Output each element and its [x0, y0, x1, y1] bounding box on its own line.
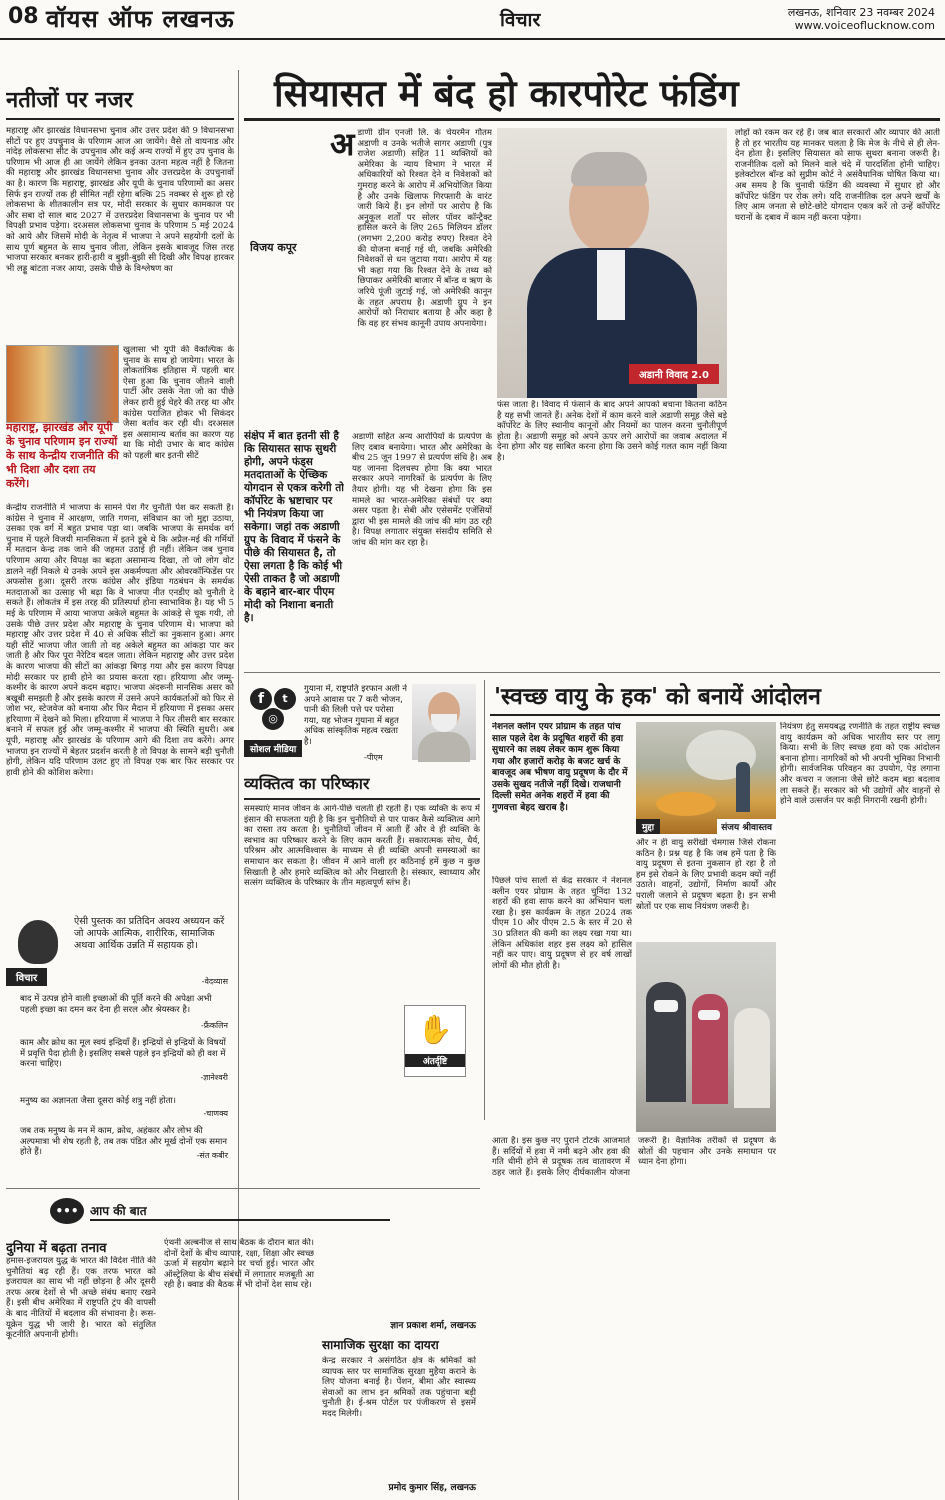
instagram-icon: ◎	[262, 708, 284, 730]
masthead: वॉयस ऑफ लखनऊ	[46, 5, 235, 33]
personality-text: समस्याएं मानव जीवन के आगे-पीछे चलती ही रहती हैं। एक व्यक्ति के रूप में इंसान की सफलता यही है कि इन चुनौतियों से पार पाकर कैसे व्यक्तित्व आगे का रास्ता तय करता है। चुनौतियों जीवन में आती हैं और वे ही व्यक्ति के स्वभाव का परिष्कार करने के लिए काम करती हैं। सकारात्मक सोच, धैर्य, परिश्रम और आत्मविश्वास के माध्यम से ही व्यक्ति अपनी समस्याओं का समाधान कर सकता है। जीवन में आने वाली हर कठिनाई हमें कुछ न कुछ सिखाती है और हमारे व्यक्तित्व को और निखारती है। संस्कार, स्वाध्याय और सत्संग व्यक्तित्व के परिष्कार के तीन महत्वपूर्ण स्तंभ हैं।	[244, 804, 480, 889]
issue-label: मुद्दा	[636, 819, 660, 834]
air-intro-text: नेशनल क्लीन एयर प्रोग्राम के तहत पांच साल पहले देश के प्रदूषित शहरों की हवा सुधारने का लक्ष्य लेकर काम शुरू किया गया और हजारों करोड़ के बजट खर्च के बावजूद अब भीषण वायु प्रदूषण के दौर में उसके सुखद नतीजे नहीं दिखे। राजधानी दिल्ली समेत अनेक शहरों में हवा की गुणवत्ता बेहद खराब है।	[492, 722, 628, 813]
air-col-c	[780, 722, 940, 1102]
social-quote: गुयाना में, राष्ट्रपति इरफान अली ने अपने आवास पर 7 करी भोजन, पानी की लिली पत्ते पर परोसा गया, यह भोजन गुयाना में बहुत अधिक सांस्कृतिक महत्व रखता है।	[304, 684, 407, 747]
thought-quote-5: जब तक मनुष्य के मन में काम, क्रोध, अहंकार और लोभ की अल्पमात्रा भी शेष रहती है, तब तक पंडित और मूर्ख दोनों एक समान होते हैं।	[20, 1126, 228, 1157]
fire-flame	[656, 792, 716, 816]
mask-2	[698, 1010, 720, 1020]
aap-ki-baat-section	[6, 1194, 480, 1494]
air-col-d-text: आता है। इस कुछ नए पुराने टोटके आजमाते हैं। सर्दियों में हवा में नमी बढ़ने और हवा की गति धीमी होने से प्रदूषक तत्व वातावरण में ठहर जाते हैं। इसके लिए दीर्घकालीन योजना जरूरी है। वैज्ञानिक तरीकों से प्रदूषण के स्रोतों की पहचान और उनके समाधान पर ध्यान देना होगा।	[492, 1136, 776, 1178]
page-header	[0, 0, 945, 40]
letter-1-text: हमास-इजरायल युद्ध के भारत की विदेश नीति की चुनौतियां बढ़ रही हैं। एक तरफ भारत को इजरायल का साथ भी नहीं छोड़ना है और दूसरी तरफ अरब देशों से भी अच्छे संबंध बनाए रखने हैं। इसी बीच अमेरिका में राष्ट्रपति ट्रंप की वापसी के बाद नीतियों में बदलाव की संभावना है। रूस-यूक्रेन युद्ध भी जारी है। भारत को संतुलित कूटनीति अपनानी होगी।	[6, 1256, 156, 1341]
pm-beard	[431, 714, 457, 732]
adani-photo	[497, 128, 727, 398]
personality-article	[244, 770, 480, 1120]
article-col-4	[735, 128, 940, 658]
thought-quote-2: बाद में उत्पन्न होने वाली इच्छाओं की पूर्ति करने की अपेक्षा अभी पहली इच्छा का दमन कर देना ही सरल और श्रेयस्कर है।	[20, 994, 212, 1015]
personality-title: व्यक्तित्व का परिष्कार	[244, 770, 480, 800]
editorial-para-3: केन्द्रीय राजनीति में भाजपा के सामने पेश गैर चुनौती पेश कर सकती है। कांग्रेस ने चुनाव में आरक्षण, जाति गणना, संविधान का जो मुद्दा उठाया, उसका एक वर्ग में बहुत प्रभाव पड़ा था। जबकि भाजपा के समर्थक वर्ग चुनाव में पहले विजयी मानसिकता में इतने डूबे थे कि अप्रैल-मई की गर्मियों में मतदान केन्द्र तक जाने की जहमत उठाई ही नहीं। लेकिन जब चुनाव परिणाम आया और विपक्ष का बढ़ता असामान्य दिखा, तो जो लोग वोट डालने नहीं निकले थे उनके अपने इस अकर्मण्यता और ओवरकॉन्फिडेंस पर अफसोस हुआ। दूसरी तरफ कांग्रेस और इंडिया गठबंधन के समर्थक मतदाताओं का उत्साह भी बढ़ा कि वे भाजपा नीत एनडीए को चुनौती दे सकते हैं। लोकतंत्र में इस तरह की प्रतिस्पर्धा होना स्वाभाविक है। यह भी 5 मई के परिणाम में आया भाजपा अकेले बहुमत के आंकड़े से चूक गयी, तो उसके पीछे उत्तर प्रदेश और महाराष्ट्र के चुनाव परिणाम थे। भाजपा को महाराष्ट्र और उत्तर प्रदेश में 40 से अधिक सीटों का नुकसान हुआ। अगर यही सीटें भाजपा जीत जाती तो वह अकेले बहुमत का आंकड़ा पार कर जाती है और फिर पूरा नैरेटिव बदल जाता। लेकिन महाराष्ट्र और उत्तर प्रदेश के कारण भाजपा की सीटों का आंकड़ा बिगड़ गया और इस कारण विपक्ष मोदी सरकार पर हावी होने का प्रयास करता रहा। हरियाणा और जम्मू-कश्मीर के कारण अपने कदम बढ़ाए। भाजपा अंदरूनी मानसिक असर को बखूबी समझती है और इसके कारण में उसने अपने कार्यकर्ताओं को फिर से जोश भर, स्टेजवेज को बनाया और फिर मैदान में हरियाणा में इसका असर हरियाणा में देखने को मिला। हरियाणा में भाजपा ने फिर तीसरी बार सरकार बनाने में सफल हुई और जम्मू-कश्मीर में भाजपा की स्थिति सुधरी। अब यूपी, महाराष्ट्र और झारखंड के परिणाम आगे की दिशा तय करेंगे। अगर भाजपा इन राज्यों में बेहतर प्रदर्शन करती है तो विपक्ष के सामने बड़ी चुनौती होगी, लेकिन यदि परिणाम उलट हुए तो विपक्ष एक बार फिर सरकार पर हावी होने की कोशिश करेगा।	[6, 503, 234, 778]
air-col-c-continued	[780, 1106, 940, 1500]
article-col-2-text: अडाणी सहित अन्य आरोपियों के प्रत्यर्पण के लिए दबाव बनायेगा। भारत और अमेरिका के बीच 25 जून 1997 से प्रत्यर्पण संधि है। अब यह जानना दिलचस्प होगा कि क्या भारत सरकार अपने नागरिकों के प्रत्यर्पण के लिए तैयार होगी। यह भी देखना होगा कि इस मामले का भारत-अमेरिका संबंधों पर क्या असर पड़ता है। सेबी और एसेसमेंट एजेंसियों द्वारा भी इस मामले की जांच की मांग उठ रही है। विपक्ष लगातार संयुक्त संसदीय समिति से जांच की मांग कर रहा है।	[352, 432, 492, 548]
letter-1-continued: एंथनी अल्बनीज से साथ बैठक के दौरान बात की। दोनों देशों के बीच व्यापार, रक्षा, शिक्षा और स्वच्छ ऊर्जा में सहयोग बढ़ाने पर चर्चा हुई। भारत और ऑस्ट्रेलिया के बीच संबंधों में लगातार मजबूती आ रही है। क्वाड की बैठक में भी दोनों देश साथ रहे।	[164, 1238, 314, 1291]
thought-author-3: -ज्ञानेश्वरी	[200, 1073, 228, 1082]
aap-ki-baat-label: आप की बात	[90, 1202, 390, 1221]
section-title: विचार	[500, 9, 541, 31]
adani-tag: अडानी विवाद 2.0	[629, 364, 719, 384]
letter-1-title: दुनिया में बढ़ता तनाव	[6, 1241, 107, 1256]
leaders-photo	[6, 345, 119, 423]
letter-2-signature: प्रमोद कुमार सिंह, लखनऊ	[388, 1483, 476, 1493]
section-divider	[244, 672, 940, 673]
person-masked-3	[734, 1008, 770, 1108]
article-col-3	[497, 400, 727, 658]
insight-tag: अंतर्दृष्टि	[405, 1054, 465, 1067]
social-media-box	[244, 680, 480, 764]
hamsa-icon: ✋	[417, 1013, 453, 1046]
portrait-shirt	[597, 250, 625, 320]
pm-photo	[412, 684, 476, 760]
aap-ki-baat-divider	[6, 1188, 480, 1189]
thought-author-1: -वेदव्यास	[201, 977, 228, 986]
letter-1-signature: ज्ञान प्रकाश शर्मा, लखनऊ	[390, 1321, 476, 1331]
letter-1-end	[322, 1238, 476, 1308]
thought-author-4: -चाणक्य	[203, 1109, 228, 1118]
page-number: 08	[8, 4, 39, 29]
air-col-b-text: और न ही वायु सरीखी चेमगास जिसे रोकना कठिन है। प्रश्न यह है कि जब हमें पता है कि वायु प्रदूषण से इतना नुकसान हो रहा है तो हम इसे रोकने के लिए प्रभावी कदम क्यों नहीं उठाते। वाहनों, उद्योगों, निर्माण कार्यों और पराली जलाने से प्रदूषण बढ़ता है। इन सभी स्रोतों पर एक साथ नियंत्रण जरूरी है।	[636, 838, 776, 912]
chat-bubble-icon: •••	[50, 1198, 84, 1224]
pm-body	[418, 732, 470, 762]
thought-label: विचार	[6, 968, 47, 986]
dateline	[788, 6, 935, 32]
left-editorial	[6, 80, 234, 840]
main-headline: सियासत में बंद हो कारपोरेट फंडिंग	[244, 70, 940, 121]
editorial-para-1: महाराष्ट्र और झारखंड विधानसभा चुनाव और उत्तर प्रदेश की 9 विधानसभा सीटों पर हुए उपचुनाव के परिणाम आज आ जायेंगे। वैसे तो वायनाड और नांदेड़ लोकसभा सीट के उपचुनाव और कई अन्य राज्यों में हुए उप चुनाव के परिणाम भी आज ही आ जायेंगे लेकिन इनका उतना महत्व नहीं है जितना की महाराष्ट्र और झारखंड विधानसभा चुनाव और उत्तरप्रदेश के उपचुनावों का है। कारण कि महाराष्ट्र, झारखंड और यूपी के चुनाव परिणामों का असर सिर्फ इन राज्यों तक ही सीमित नहीं रहेगा बल्कि 25 नवम्बर से शुरू हो रहे लोकसभा के शीतकालीन सत्र पर, मोदी सरकार के सुधार कामकाज पर और सबा दो साल बाद 2027 में उत्तरप्रदेश विधानसभा के चुनाव पर भी विपक्षी प्रभाव पड़ेगा। दरअसल लोकसभा चुनाव के परिणाम 5 मई 2024 को आये और जिसमें मोदी के नेतृत्व में भाजपा ने अपने सहयोगी दलों के साथ पूर्ण बहुमत के साथ चुनाव जीता, लेकिन इसके बावजूद जिस तरह भाजपा सरकार बनकर हारी-हारी व बुझी-बुझी सी दिखी और विपक्ष हारकर भी लड्डू बांटता नजर आया, उसके पीछे के विश्लेषण का	[6, 126, 234, 274]
mask-1	[654, 1000, 678, 1012]
social-attribution: -पीएम	[364, 753, 383, 762]
author-name: विजय कपूर	[250, 241, 297, 254]
social-label: सोशल मीडिया	[244, 740, 302, 757]
smog-photo	[636, 942, 776, 1132]
air-headline: 'स्वच्छ वायु के हक' को बनायें आंदोलन	[490, 680, 940, 716]
thought-author-2: -फ्रैंकलिन	[201, 1021, 228, 1030]
air-col-c-text: नियंत्रण हेतु समयबद्ध रणनीति के तहत राष्ट्रीय स्वच्छ वायु कार्यक्रम को अधिक भारतीय स्तर पर लागू किया। सभी के लिए स्वच्छ हवा को एक आंदोलन बनाना होगा। नागरिकों को भी अपनी भूमिका निभानी होगी। सार्वजनिक परिवहन का उपयोग, पेड़ लगाना और कचरा न जलाना जैसे छोटे कदम बड़ा बदलाव ला सकते हैं। सरकार को भी उद्योगों और वाहनों से होने वाले उत्सर्जन पर कड़ी निगरानी रखनी होगी।	[780, 722, 940, 807]
article-col-3-text: फंस जाता है। विवाद में फंसाने के बाद अपने आपको बचाना कितना कठिन है यह सभी जानते हैं। अनेक देशों में काम करने वाले अडाणी समूह जैसे बड़े कॉर्पोरेट के लिए स्थानीय कानूनों और नियमों का पालन करना चुनौतीपूर्ण होता है। अडाणी समूह को अपने ऊपर लगे आरोपों का जवाब अदालत में देना होगा और यह साबित करना होगा कि उसने कोई गलत काम नहीं किया है।	[497, 400, 727, 463]
author-credit: संजय श्रीवास्तव	[717, 819, 776, 834]
air-col-b	[636, 838, 776, 938]
thought-quote-1: ऐसी पुस्तक का प्रतिदिन अवश्य अध्ययन करें जो आपके आत्मिक, शारीरिक, सामाजिक अथवा आर्थिक उन्नति में सहायक हो।	[74, 916, 225, 951]
article-col-1-text: डाणी ग्रीन एनर्जी लि. के चेयरमैन गौतम अडाणी व उनके भतीजे सागर अडाणी (पुत्र राजेश अडाणी) सहित 11 व्यक्तियों को अमेरिका के न्याय विभाग ने भारत में अधिकारियों को रिश्वत देने व निवेशकों को गुमराह करने के आरोप में अभियोजित किया है और उनके खिलाफ गिरफ्तारी के वारंट जारी किये हैं। इन लोगों पर आरोप है कि अनुकूल शर्तों पर सोलर पॉवर कॉन्ट्रैक्ट हासिल करने के लिए 265 मिलियन डॉलर (लगभग 2,200 करोड़ रुपए) रिश्वत देने की योजना बनाई गई थी, जबकि अमेरिकी निवेशकों से धन जुटाया गया। आरोप में यह भी कहा गया कि रिश्वत देने के तथ्य को छिपाकर अमेरिकी बाजार में बॉन्ड व ऋण के जरिये पूंजी जुटाई गई, जो अमेरिकी कानून के तहत अपराध है। अडाणी ग्रुप ने इन आरोपों को निराधार बताया है और कहा है कि वह हर संभव कानूनी उपाय अपनायेगा।	[357, 128, 492, 329]
air-col-a-text: पिछले पांच सालों से केंद्र सरकार ने नेशनल क्लीन एयर प्रोग्राम के तहत चुनिंदा 132 शहरों की हवा साफ करने का अभियान चला रखा है। इस कार्यक्रम के तहत 2024 तक पीएम 10 और पीएम 2.5 के स्तर में 20 से 30 प्रतिशत की कमी का लक्ष्य रखा गया था। लेकिन अधिकांश शहर इस लक्ष्य को हासिल नहीं कर पाए। वायु प्रदूषण से हर वर्ष लाखों लोगों की मौत होती है।	[492, 876, 632, 971]
article-col-2	[352, 432, 492, 670]
drop-letter: अ	[330, 128, 355, 163]
website-link[interactable]: www.voiceoflucknow.com	[794, 19, 935, 32]
byline	[250, 240, 320, 258]
air-col-a	[492, 876, 632, 1132]
air-col-c-continued-text	[780, 1106, 940, 1500]
thoughts-box	[6, 912, 234, 1174]
air-col-d	[492, 1136, 776, 1500]
thought-quote-3: काम और क्रोध का मूल स्वयं इन्द्रियाँ हैं। इन्द्रियों से इन्द्रियों के विषयों में प्रवृत्ति पैदा होती है। इसलिए सबसे पहले इन इन्द्रियों को ही वश में करना चाहिए।	[20, 1038, 226, 1069]
date: लखनऊ, शनिवार 23 नवम्बर 2024	[787, 6, 935, 19]
portrait-hair	[571, 152, 647, 186]
article-col-1	[330, 128, 492, 428]
editorial-title: नतीजों पर नजर	[6, 80, 234, 120]
article-col-4-text: लोहों को रकम कर रहे हैं। जब बात सरकारों और व्यापार की आती है तो हर भारतीय यह मानकर चलता है कि मेज के नीचे से ही लेन-देन होता है। इसलिए सियासत को साफ सुथरा बनाना जरूरी है। राजनीतिक दलों को मिलने वाले चंदे में पारदर्शिता होनी चाहिए। इलेक्टोरल बॉन्ड को सुप्रीम कोर्ट ने असंवैधानिक घोषित किया था। अब समय है कि चुनावी फंडिंग की व्यवस्था में सुधार हो और कॉर्पोरेट फंडिंग पर रोक लगे। यदि राजनीतिक दल अपने खर्चों के लिए आम जनता से छोटे-छोटे योगदान एकत्र करें तो उन्हें कॉर्पोरेट घरानों के दबाव में काम नहीं करना पड़ेगा।	[735, 128, 940, 223]
crop-burning-photo	[636, 722, 776, 834]
thought-quote-4: मनुष्य का अज्ञानता जैसा दूसरा कोई शत्रु नहीं होता।	[20, 1096, 176, 1106]
pull-quote-text: संक्षेप में बात इतनी सी है कि सियासत साफ सुथरी होगी, अपने फंड्स मतदाताओं के ऐच्छिक योगदान से एकत्र करेगी तो कॉर्पोरेट के भ्रष्टाचार पर भी नियंत्रण किया जा सकेगा। जहां तक अडाणी ग्रुप के विवाद में फंसने के पीछे की सियासत है, तो ऐसा लगता है कि कोई भी ऐसी ताकत है जो अडाणी के बहाने बार-बार पीएम मोदी को निशाना बनाती है।	[244, 430, 344, 624]
letter-2-title: सामाजिक सुरक्षा का दायरा	[322, 1338, 439, 1352]
column-divider-2	[484, 680, 485, 1120]
thought-author-5: -संत कबीर	[196, 1151, 228, 1160]
social-icons	[250, 688, 298, 728]
pull-quote	[244, 430, 344, 670]
facebook-icon: f	[250, 688, 272, 710]
letter-2-text: केन्द्र सरकार ने असंगठित क्षेत्र के श्रमिकों को व्यापक स्तर पर सामाजिक सुरक्षा मुहैया कराने के लिए योजना बनाई है। पेंशन, बीमा और स्वास्थ्य सेवाओं का लाभ इन श्रमिकों तक पहुंचाना बड़ी चुनौती है। ई-श्रम पोर्टल पर पंजीकरण से इसमें मदद मिलेगी।	[322, 1356, 476, 1419]
hamsa-emblem	[404, 1005, 466, 1077]
air-intro	[492, 722, 632, 872]
editorial-caption: महाराष्ट्र, झारखंड और यूपी के चुनाव परिणाम इन राज्यों के साथ केन्द्रीय राजनीति की भी दिशा और दशा तय करेंगे।	[6, 421, 119, 490]
head-silhouette-icon	[18, 920, 58, 964]
farmer-figure	[736, 762, 750, 812]
twitter-icon: t	[274, 688, 296, 710]
editorial-para-2: खुलासा भी यूपी की वैकल्पिक के चुनाव के साथ हो जायेगा। भारत के लोकतांत्रिक इतिहास में पहली बार ऐसा हुआ कि चुनाव जीतने वाली पार्टी और उसके नेता जो का पीछे लेकर हारी हुई चेहरे की तरह था और कांग्रेस पराजित होकर भी सिकंदर जैसा बर्ताव कर रही थी। दरअसल इस असामान्य बर्ताव का कारण यह था कि मोदी उभार के बाद कांग्रेस को पहली बार इतनी सीटें	[123, 345, 234, 461]
